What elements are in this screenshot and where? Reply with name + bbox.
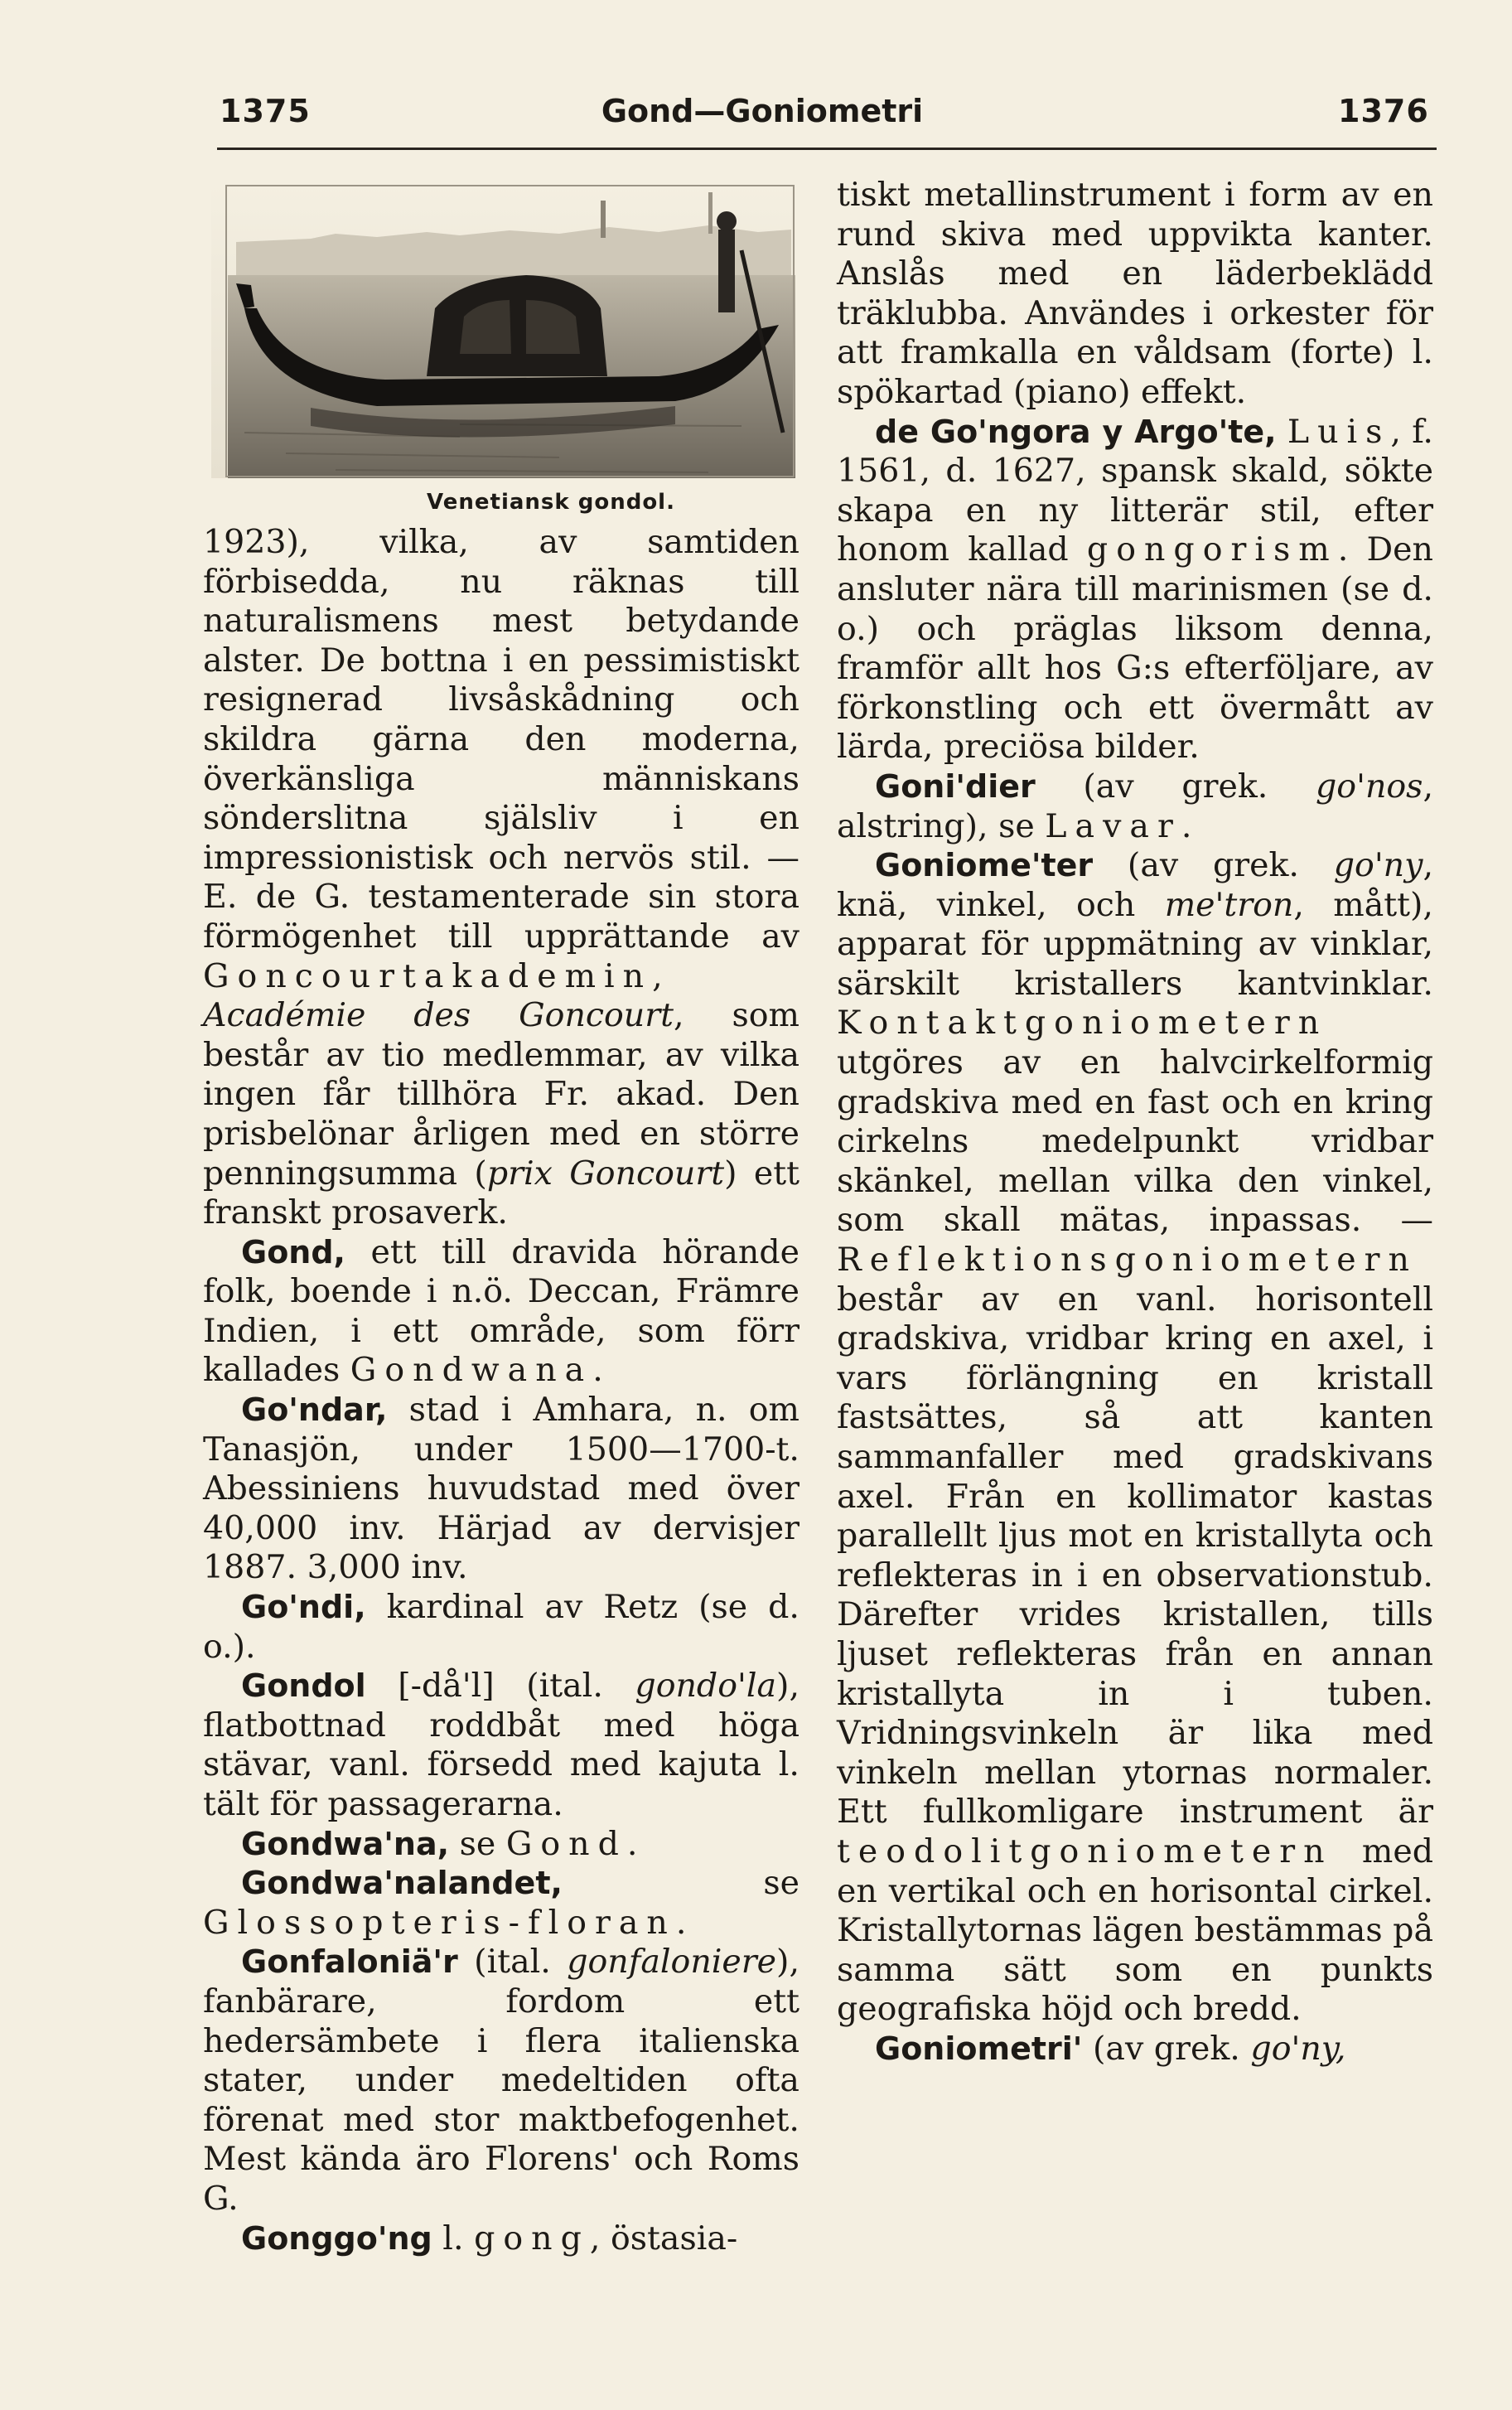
left-column <box>203 176 799 2258</box>
headword: Gonfaloniä'r <box>241 1943 458 1981</box>
running-head-title: Gond—Goniometri <box>601 93 924 129</box>
entry-gonfalonier: Gonfaloniä'r (ital. gonfaloniere), fanbärare, fordom ett hedersämbete i flera italienska stater, under medeltiden ofta förenat med stor maktbefogenhet. Mest kända äro Florens' och Roms G. <box>203 1943 799 2218</box>
entry-gondol: Gondol [-då'l] (ital. gondo'la), flatbottnad roddbåt med höga stävar, vanl. försedd med kajuta l. tält för passagerarna. <box>203 1667 799 1823</box>
entry-gonggong: Gonggo'ng l. gong, östasia- <box>241 2219 738 2258</box>
entry-gond: Gond, ett till dravida hörande folk, boende i n.ö. Deccan, Främre Indien, i ett område, som förr kallades Gondwana. <box>203 1232 799 1390</box>
continuation-paragraph: tiskt metallinstrument i form av en rund skiva med uppvikta kanter. Anslås med en läderbeklädd träklubba. Användes i orkester för att framkalla en våldsam (forte) l. spökartad (piano) effekt. <box>837 176 1433 411</box>
gondola-photo <box>211 184 795 478</box>
headword: Gonggo'ng <box>241 2219 432 2257</box>
entry-gondwanalandet: Gondwa'nalandet, se Glossopteris-floran. <box>203 1864 799 1942</box>
entry-goniometri: Goniometri' (av grek. go'ny, <box>875 2029 1346 2068</box>
entry-gondar: Go'ndar, stad i Amhara, n. om Tanasjön, under 1500—1700-t. Abessiniens huvudstad med över 40,000 inv. Härjad av dervisjer 1887. 3,000 inv. <box>203 1391 799 1587</box>
page-number-left: 1375 <box>220 93 311 129</box>
gondola-illustration <box>211 184 795 478</box>
headword: Goni'dier <box>875 767 1036 805</box>
headword: Gondwa'nalandet, <box>241 1865 563 1902</box>
headword: de Go'ngora y Argo'te, <box>875 413 1277 450</box>
headword: Go'ndi, <box>241 1589 366 1626</box>
headword: Gond, <box>241 1233 345 1270</box>
header-rule <box>217 148 1437 150</box>
headword: Gondol <box>241 1667 366 1705</box>
right-column <box>837 176 1433 2069</box>
entry-gondi: Go'ndi, kardinal av Retz (se d. o.). <box>203 1588 799 1666</box>
entry-gonidier: Goni'dier (av grek. go'nos, alstring), se Lavar. <box>837 767 1433 845</box>
figure-caption: Venetiansk gondol. <box>427 490 675 515</box>
page-number-right: 1376 <box>1338 93 1429 129</box>
continuation-paragraph: 1923), vilka, av samtiden förbisedda, nu räknas till naturalismens mest betydande alster. De bottna i en pessimistiskt resignerad livsåskådning och skildra gärna den moderna, överkänsliga människans sönderslitna själsliv i en impressionistisk och nervös stil. — E. de G. testamenterade sin stora förmögenhet till upprättande av Goncourtakademin, Académie des Goncourt, som består av tio medlemmar, av vilka ingen får tillhöra Fr. akad. Den prisbelönar årligen med en större penningsumma (prix Goncourt) ett franskt prosaverk. <box>203 523 799 1232</box>
headword: Go'ndar, <box>241 1391 388 1429</box>
entry-goniometer: Goniome'ter (av grek. go'ny, knä, vinkel, och me'tron, mått), apparat för uppmätning av vinklar, särskilt kristallers kantvinklar. Kontaktgoniometern utgöres av en halvcirkelformig gradskiva med en fast och en kring cirkelns medelpunkt vridbar skänkel, mellan vilka den vinkel, som skall mätas, inpassas. — Reflektionsgoniometern består av en vanl. horisontell gradskiva, vridbar kring en axel, i vars förlängning en kristall fastsättes, så att kanten sammanfaller med gradskivans axel. Från en kollimator kastas parallellt ljus mot en kristallyta och reflekteras in i en observationstub. Därefter vrides kristallen, tills ljuset reflekteras från en annan kristallyta in i tuben. Vridningsvinkeln är lika med vinkeln mellan ytornas normaler. Ett fullkomligare instrument är teodolitgoniometern med en vertikal och en horisontal cirkel. Kristallytornas lägen bestämmas på samma sätt som en punkts geografiska höjd och bredd. <box>837 846 1433 2029</box>
headword: Goniome'ter <box>875 847 1094 884</box>
headword: Goniometri' <box>875 2030 1083 2067</box>
entry-gondwana: Gondwa'na, se Gond. <box>241 1824 638 1863</box>
headword: Gondwa'na, <box>241 1825 450 1862</box>
entry-gongora: de Go'ngora y Argo'te, Luis, f. 1561, d. 1627, spansk skald, sökte skapa en ny litterär stil, efter honom kallad gongorism. Den ansluter nära till marinismen (se d. o.) och präglas liksom denna, framför allt hos G:s efterföljare, av förkonstling och ett övermått av lärda, preciösa bilder. <box>837 412 1433 767</box>
